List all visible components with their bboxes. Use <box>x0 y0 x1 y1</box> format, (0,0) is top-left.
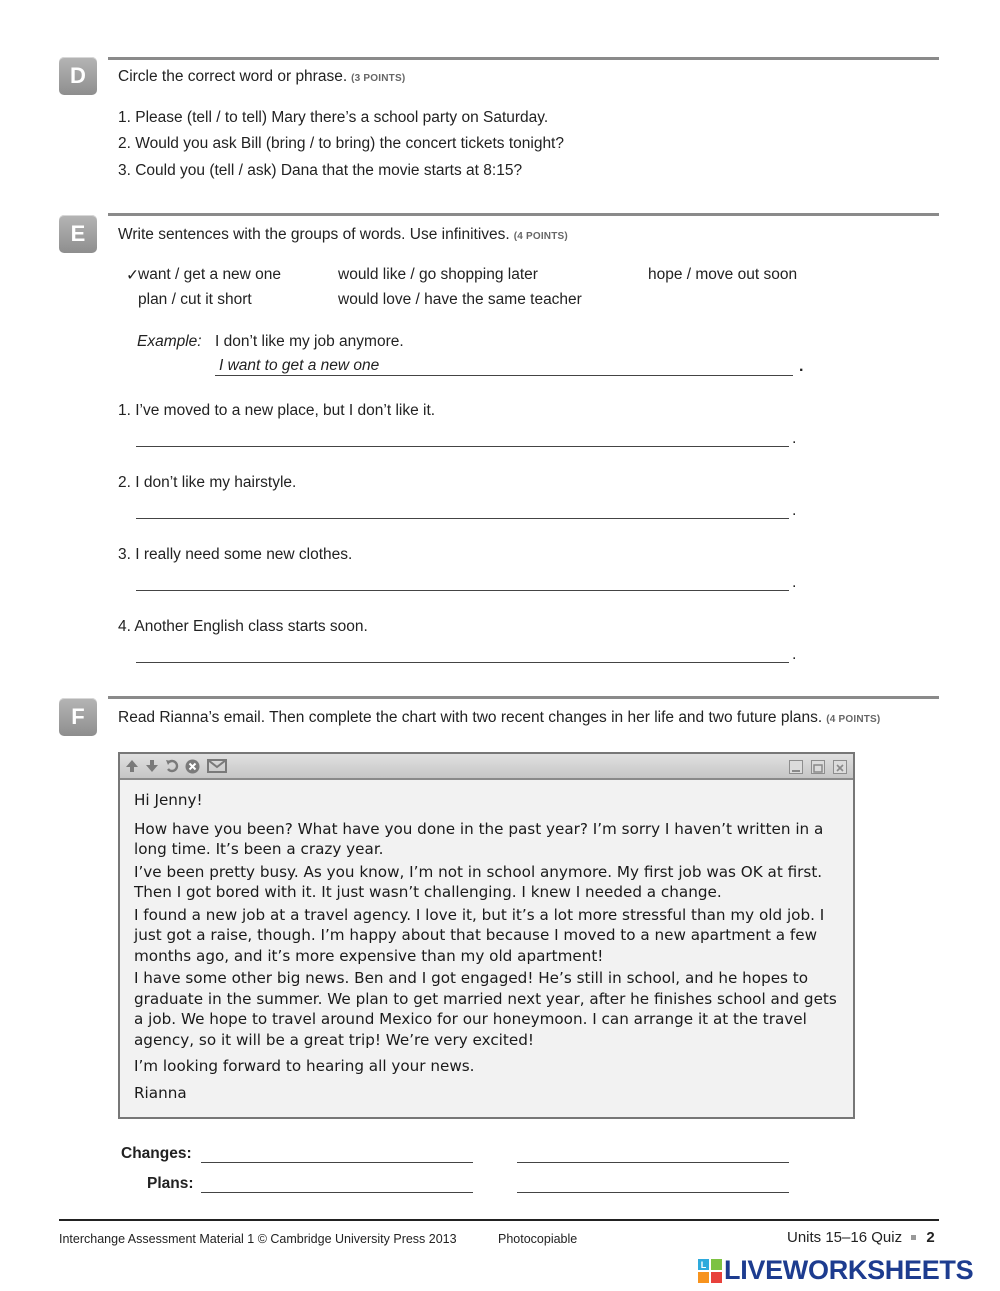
check-mark-icon: ✓ <box>126 267 139 284</box>
section-e-instruction-text: Write sentences with the groups of words. Use infinitives. <box>118 226 510 243</box>
section-d-item-1: 1. Please (tell / to tell) Mary there’s a school party on Saturday. <box>118 109 549 126</box>
section-e-item-2: 2. I don’t like my hairstyle. <box>118 474 297 491</box>
undo-icon[interactable] <box>164 759 180 775</box>
section-e-item-4: 4. Another English class starts soon. <box>118 618 368 635</box>
example-prompt: I don’t like my job anymore. <box>215 333 404 350</box>
section-d-item-3: 3. Could you (tell / ask) Dana that the movie starts at 8:15? <box>118 162 523 179</box>
section-e-item-3: 3. I really need some new clothes. <box>118 546 353 563</box>
answer-period-2: . <box>792 502 797 519</box>
email-paragraph-3: I found a new job at a travel agency. I love it, but it’s a lot more stressful than my old job. I just got a raise, though. I’m happy about that because I moved to a new apartment a few months ago, and it’s more expensive than my old apartment! <box>134 905 825 965</box>
section-d-points: (3 POINTS) <box>351 73 406 84</box>
answer-period-3: . <box>792 574 797 591</box>
footer-quiz-title <box>787 1229 935 1246</box>
section-d-badge: D <box>59 57 97 95</box>
section-d-rule <box>108 57 939 60</box>
arrow-down-icon[interactable] <box>144 759 160 775</box>
minimize-button[interactable] <box>789 760 803 774</box>
svg-text:L: L <box>700 1260 707 1270</box>
liveworksheets-logo-icon <box>698 1259 722 1283</box>
changes-blank-1[interactable] <box>201 1162 473 1163</box>
footer-separator <box>911 1235 916 1240</box>
liveworksheets-brand: LIVEWORKSHEETS <box>724 1255 974 1285</box>
section-f-instruction-text: Read Rianna’s email. Then complete the chart with two recent changes in her life and two future plans. <box>118 709 823 726</box>
close-window-button[interactable] <box>833 760 847 774</box>
section-d-item-2: 2. Would you ask Bill (bring / to bring) the concert tickets tonight? <box>118 135 564 152</box>
plans-label: Plans: <box>147 1175 194 1192</box>
answer-line-2[interactable] <box>136 518 789 519</box>
envelope-icon[interactable] <box>206 759 228 775</box>
email-paragraph-4: I have some other big news. Ben and I got engaged! He’s still in school, and he hopes to graduate in the summer. We plan to get married next year, after he finishes school and gets a job. We hope to travel around Mexico for our honeymoon. I can arrange it at the travel agency, so it will be a great trip! We’re very excited! <box>134 969 837 1049</box>
changes-label: Changes: <box>121 1145 192 1162</box>
section-e-badge: E <box>59 215 97 253</box>
wordbank-item-3: hope / move out soon <box>648 266 798 283</box>
section-e-item-1: 1. I’ve moved to a new place, but I don’t like it. <box>118 402 436 419</box>
example-answer-line <box>215 375 793 376</box>
answer-period-4: . <box>792 646 797 663</box>
answer-period-1: . <box>792 430 797 447</box>
footer-copyright: Interchange Assessment Material 1 © Cambridge University Press 2013 <box>59 1232 457 1246</box>
email-toolbar <box>120 754 853 780</box>
close-circle-icon[interactable] <box>184 759 200 775</box>
section-e-rule <box>108 213 939 216</box>
answer-line-3[interactable] <box>136 590 789 591</box>
section-d-instruction <box>118 68 405 86</box>
email-signature: Rianna <box>134 1083 187 1102</box>
example-period: . <box>799 358 804 375</box>
plans-blank-2[interactable] <box>517 1192 789 1193</box>
email-body <box>134 790 839 1109</box>
email-greeting: Hi Jenny! <box>134 791 203 809</box>
footer-quiz: Units 15–16 Quiz <box>787 1229 903 1246</box>
footer-rule <box>59 1219 939 1221</box>
wordbank-item-2: would like / go shopping later <box>338 266 538 283</box>
plans-blank-1[interactable] <box>201 1192 473 1193</box>
wordbank-item-4: plan / cut it short <box>138 291 252 308</box>
wordbank-item-1: want / get a new one <box>138 266 282 283</box>
email-paragraph-2: I’ve been pretty busy. As you know, I’m not in school anymore. My first job was OK at first. Then I got bored with it. It just wasn’t challenging. I knew I needed a change. <box>134 862 823 901</box>
arrow-up-icon[interactable] <box>124 759 140 775</box>
section-e-instruction <box>118 226 568 244</box>
example-answer: I want to get a new one <box>219 357 380 374</box>
answer-line-4[interactable] <box>136 662 789 663</box>
section-f-rule <box>108 696 939 699</box>
footer-page-number: 2 <box>926 1229 935 1246</box>
section-f-instruction <box>118 709 880 727</box>
changes-blank-2[interactable] <box>517 1162 789 1163</box>
wordbank-item-5: would love / have the same teacher <box>338 291 582 308</box>
footer-photocopiable: Photocopiable <box>498 1232 578 1246</box>
email-paragraph-1: How have you been? What have you done in the past year? I’m sorry I haven’t written in a long time. It’s been a crazy year. <box>134 819 824 858</box>
section-d-instruction-text: Circle the correct word or phrase. <box>118 68 348 85</box>
email-closing: I’m looking forward to hearing all your news. <box>134 1057 475 1075</box>
email-window <box>118 752 855 1119</box>
maximize-button[interactable] <box>811 760 825 774</box>
answer-line-1[interactable] <box>136 446 789 447</box>
section-f-badge: F <box>59 698 97 736</box>
section-f-points: (4 POINTS) <box>826 714 881 725</box>
section-e-points: (4 POINTS) <box>513 231 568 242</box>
example-label: Example: <box>137 333 202 350</box>
